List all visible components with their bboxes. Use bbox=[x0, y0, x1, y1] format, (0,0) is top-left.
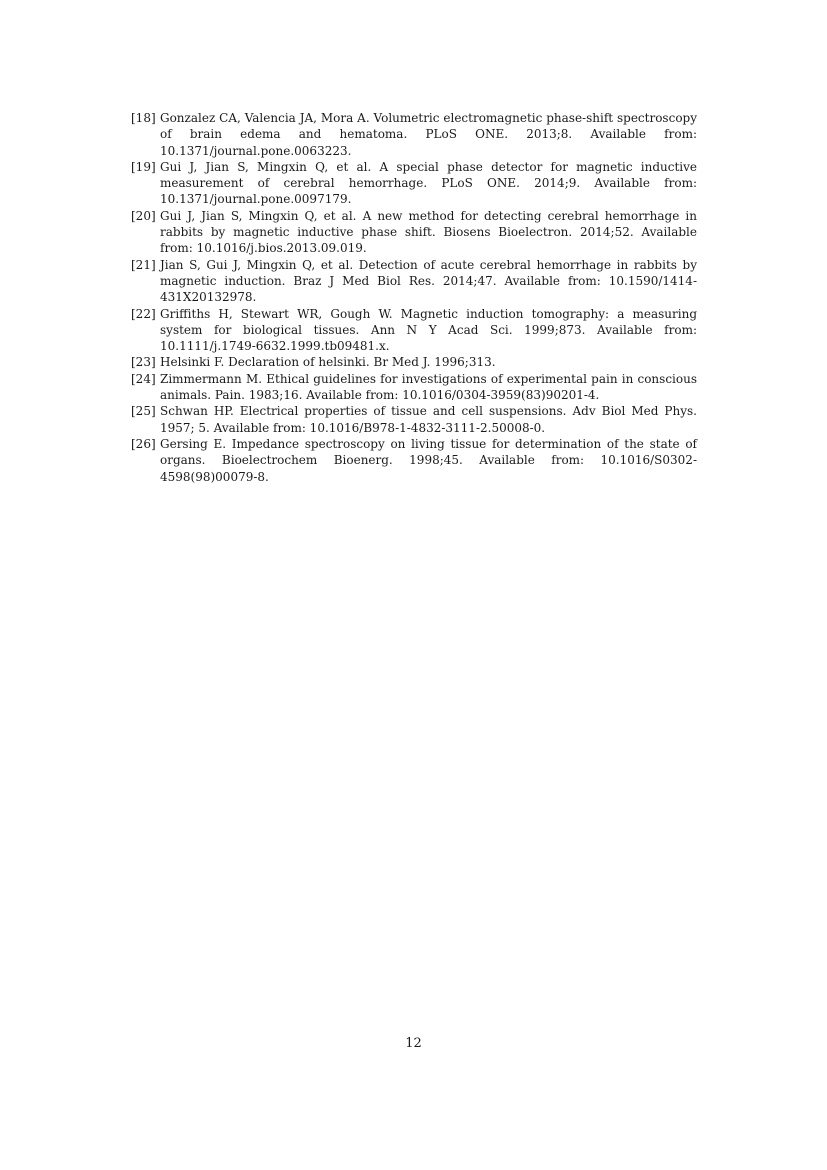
reference-item bbox=[131, 371, 697, 404]
reference-text: Helsinki F. Declaration of helsinki. Br Med J. 1996;313. bbox=[160, 355, 496, 370]
reference-list bbox=[131, 110, 697, 485]
reference-item bbox=[131, 110, 697, 159]
reference-number: [24] bbox=[131, 371, 156, 386]
reference-number: [22] bbox=[131, 306, 156, 321]
reference-item bbox=[131, 306, 697, 355]
reference-text: Gui J, Jian S, Mingxin Q, et al. A new method for detecting cerebral hemorrhage in rabbits by magnetic inductive phase shift. Biosens Bioelectron. 2014;52. Available from: 10.1016/j.bios.2013.09.019. bbox=[160, 208, 697, 256]
reference-item bbox=[131, 436, 697, 485]
reference-number: [20] bbox=[131, 208, 156, 223]
reference-item bbox=[131, 159, 697, 208]
reference-number: [23] bbox=[131, 355, 156, 370]
reference-number: [19] bbox=[131, 159, 156, 174]
reference-number: [25] bbox=[131, 404, 156, 419]
reference-text: Gersing E. Impedance spectroscopy on living tissue for determination of the state of organs. Bioelectrochem Bioenerg. 1998;45. Available from: 10.1016/S0302-4598(98)00079-8. bbox=[160, 436, 697, 484]
reference-item bbox=[131, 257, 697, 306]
reference-text: Gui J, Jian S, Mingxin Q, et al. A special phase detector for magnetic inductive measurement of cerebral hemorrhage. PLoS ONE. 2014;9. Available from: 10.1371/journal.pone.0097179. bbox=[160, 159, 697, 207]
reference-text: Jian S, Gui J, Mingxin Q, et al. Detection of acute cerebral hemorrhage in rabbits by magnetic induction. Braz J Med Biol Res. 2014;47. Available from: 10.1590/1414-431X20132978. bbox=[160, 257, 697, 305]
reference-number: [21] bbox=[131, 257, 156, 272]
reference-text: Griffiths H, Stewart WR, Gough W. Magnetic induction tomography: a measuring system for biological tissues. Ann N Y Acad Sci. 1999;873. Available from: 10.1111/j.1749-6632.1999.tb09481.x. bbox=[160, 306, 697, 354]
reference-item bbox=[131, 208, 697, 257]
reference-item bbox=[131, 403, 697, 436]
reference-number: [26] bbox=[131, 436, 156, 451]
reference-text: Gonzalez CA, Valencia JA, Mora A. Volumetric electromagnetic phase-shift spectroscopy of brain edema and hematoma. PLoS ONE. 2013;8. Available from: 10.1371/journal.pone.0063223. bbox=[160, 111, 697, 158]
reference-number: [18] bbox=[131, 111, 156, 125]
page-number: 12 bbox=[405, 1036, 422, 1051]
reference-text: Schwan HP. Electrical properties of tissue and cell suspensions. Adv Biol Med Phys. 1957; 5. Available from: 10.1016/B978-1-4832-3111-2.50008-0. bbox=[160, 404, 697, 435]
reference-text: Zimmermann M. Ethical guidelines for investigations of experimental pain in conscious animals. Pain. 1983;16. Available from: 10.1016/0304-3959(83)90201-4. bbox=[160, 371, 697, 403]
reference-item bbox=[131, 354, 697, 370]
